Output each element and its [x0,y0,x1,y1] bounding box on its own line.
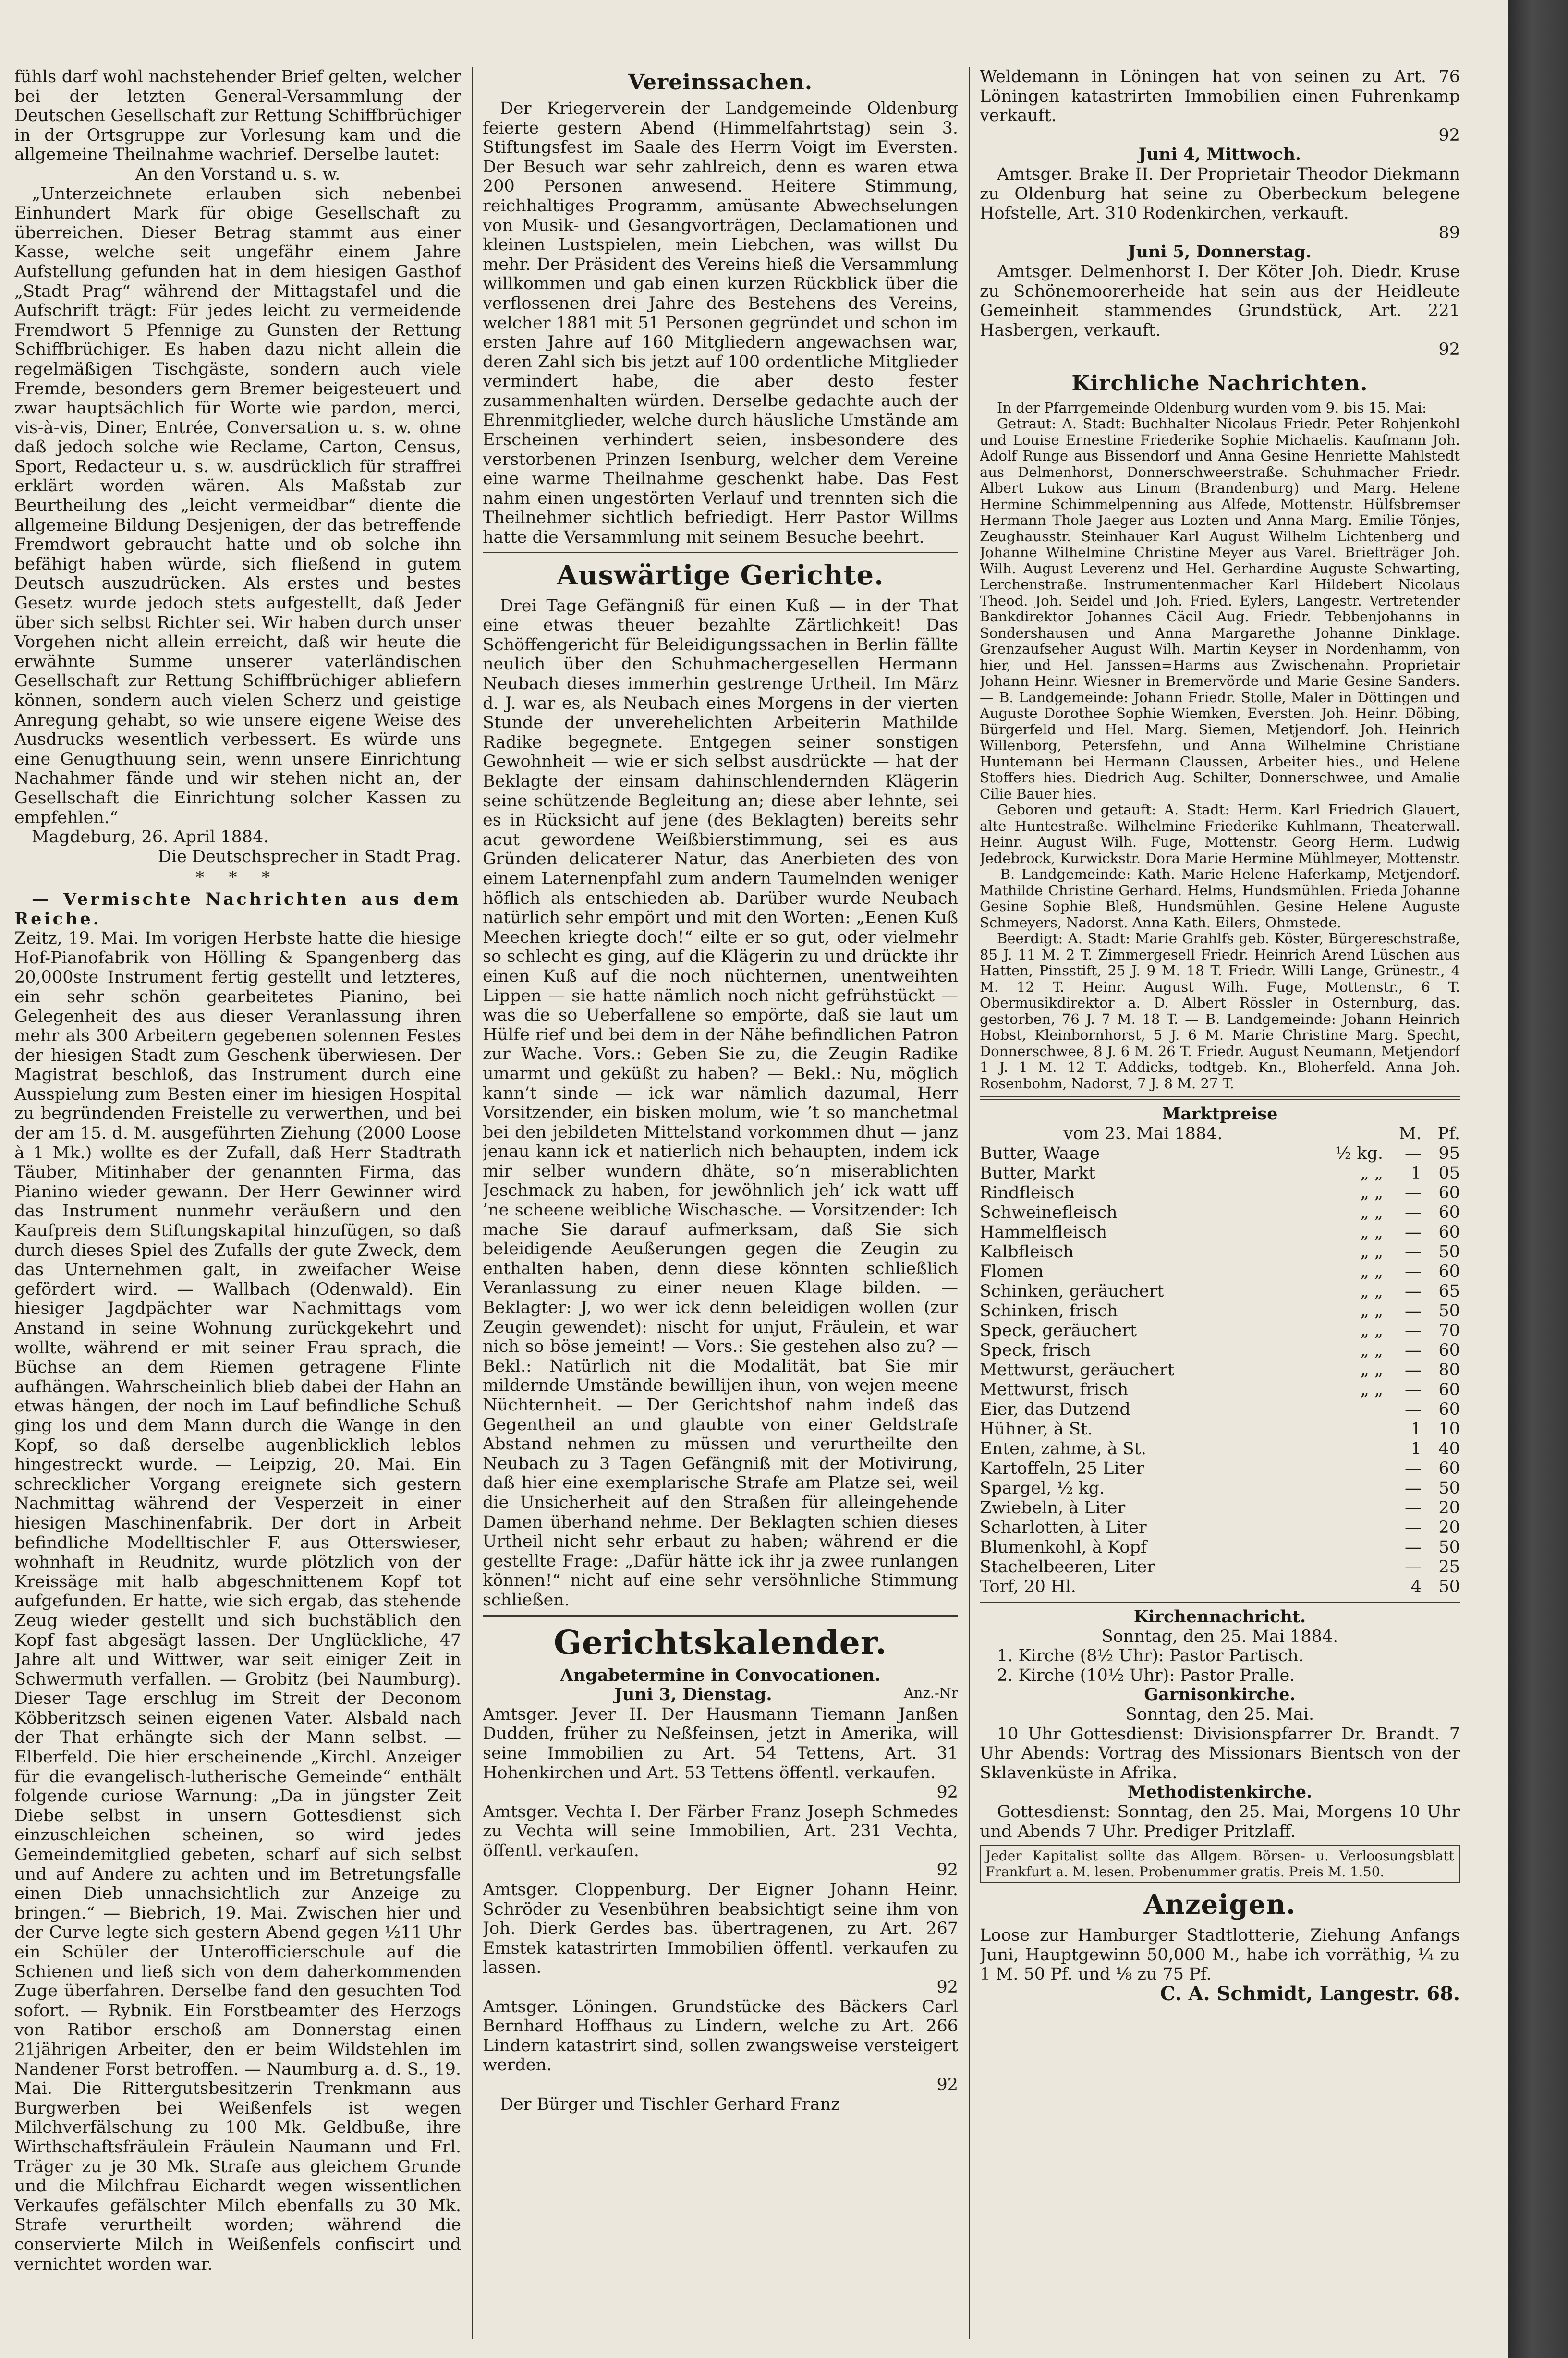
price-marks: — [1405,1400,1422,1419]
price-item: Flomen [980,1262,1044,1281]
auswaertige-gerichte-body: Drei Tage Gefängniß für einen Kuß — in der That eine etwas theuer bezahlte Zärtlichkeit! Das Schöffengericht für Beleidigungssachen in Berlin fällte neulich über den Schuhmachergesellen Hermann Neubach dieses immerhin gestrenge Urtheil. Im März d. J. war es, als Neubach eines Morgens in der vierten Stunde der unverehelichten Arbeiterin Mathilde Radike begegnete. Entgegen seiner sonstigen Gewohnheit — wie er sich selbst ausdrückte — hat der Beklagte der einsam dahinschlendernden Klägerin seine schützende Begleitung an; diese aber lehnte, sei es in Rücksicht auf jene (des Beklagten) bereits sehr acut gewordene Weißbierstimmung, sei es aus Gründen delicaterer Natur, das Anerbieten des von einem Laternenpfahl zum andern Taumelnden weniger höflich als entschieden ab. Darüber wurde Neubach natürlich sehr empört und mit den Worten: „Eenen Kuß Meechen kriegte doch!“ eilte er so gut, oder vielmehr so schlecht es ging, auf die Klägerin zu und drückte ihr einen Kuß auf die noch nüchternen, unentweihten Lippen — sie hatte nämlich noch nicht gefrühstückt — was die so Ueberfallene so empörte, daß sie laut um Hülfe rief und bei dem in der Nähe befindlichen Patron zur Wache. Vors.: Geben Sie zu, die Zeugin Radike umarmt und geküßt zu haben? — Bekl.: Nu, möglich kann’t sinde — ick war nämlich dazumal, Herr Vorsitzender, ein bisken molum, wie ’t so manchetmal bei den jebildeten Mittelstand vorkommen dhut — janz jenau kann ick et natierlich nich behaupten, indem ick mir selber wundern dhäte, so’n miserablichten Jeschmack zu haben, for jewöhnlich jeh’ ick watt uff ’ne scheene weibliche Wischasche. — Vorsitzender: Ich mache Sie darauf aufmerksam, daß Sie sich beleidigende Aeußerungen gegen die Zeugin zu enthalten haben, denn diese könnten schließlich Veranlassung zu einer neuen Klage bilden. — Beklagter: J, wo wer ick denn beleidigen wollen (zur Zeugin gewendet): nischt for unjut, Fräulein, et war nich so böse jemeint! — Vors.: Sie gestehen also zu? — Bekl.: Natürlich nit die Modalität, bat Sie mir mildernde Umstände bewillijen ihun, von wejen meene Nüchternheit. — Der Gerichtshof nahm indeß das Gegentheil an und glaubte von einer Geldstrafe Abstand nehmen zu müssen und verurtheilte den Neubach zu 3 Tagen Gefängniß mit der Motivirung, daß hier eine exemplarische Strafe am Platze sei, weil die Unsicherheit auf den Straßen für alleingehende Damen überhand nehme. Der Beklagten schien dieses Urtheil nicht sehr erbaut zu haben; während er die gestellte Frage: „Dafür hätte ick ihr ja zwee runlangen können!“ nicht auf eine sehr versöhnliche Stimmung schließen. [483,596,958,1610]
price-row [980,1400,1460,1420]
column-middle [483,67,958,2339]
price-row [980,1538,1460,1557]
price-item: Scharlotten, à Liter [980,1518,1147,1537]
price-marks: — [1405,1321,1422,1340]
price-row [980,1301,1460,1321]
price-row [980,1420,1460,1439]
column-right [980,67,1460,2339]
price-pfennig: 05 [1438,1164,1460,1183]
price-item: Stachelbeeren, Liter [980,1557,1155,1577]
court-entry: Amtsger. Jever II. Der Hausmann Tiemann Janßen Dudden, früher zu Neßfeinsen, jetzt in Amerika, will seine Immobilien zu Art. 54 Tettens, Art. 31 Hohenkirchen und Art. 53 Tettens öffentl. verkaufen. [483,1704,958,1783]
section-heading-marktpreise: Marktpreise [1162,1104,1278,1124]
price-pfennig: 50 [1438,1242,1460,1262]
price-item: Kartoffeln, 25 Liter [980,1459,1144,1478]
price-unit [1306,1479,1383,1498]
price-unit [1306,1557,1383,1577]
price-marks: — [1405,1459,1422,1478]
price-pfennig: 65 [1438,1282,1460,1301]
price-pfennig: 80 [1438,1361,1460,1380]
price-item: Schinken, frisch [980,1301,1118,1321]
price-row [980,1380,1460,1400]
price-row [980,1321,1460,1341]
price-item: Speck, frisch [980,1341,1091,1360]
price-pfennig: 40 [1438,1439,1460,1459]
price-row [980,1282,1460,1301]
price-unit: „ „ [1360,1361,1383,1380]
methodistenkirche-body: Gottesdienst: Sonntag, den 25. Mai, Morgens 10 Uhr und Abends 7 Uhr. Prediger Pritzlaff. [980,1802,1460,1841]
court-entry-number: 92 [1438,125,1460,145]
price-row [980,1164,1460,1183]
price-marks: — [1405,1361,1422,1380]
currency-m: M. [1399,1124,1422,1143]
price-item: Mettwurst, frisch [980,1380,1129,1399]
price-unit [1306,1439,1383,1459]
section-heading-garnisonkirche: Garnisonkirche. [1144,1685,1296,1705]
date-row [483,1685,958,1705]
price-item: Butter, Markt [980,1164,1095,1183]
price-pfennig: 60 [1438,1223,1460,1242]
price-pfennig: 10 [1438,1420,1460,1439]
church-burials: Beerdigt: A. Stadt: Marie Grahlfs geb. Köster, Bürgereschstraße, 85 J. 11 M. 2 T. Zimmergesell Friedr. Heinrich Arend Lüschen aus Hatten, Pinsstift, 25 J. 9 M. 18 T. Friedr. Willi Lange, Grünestr., 4 M. 12 T. Heinr. August Wilh. Fuge, Mottenstr., 6 T. Obermusikdirektor a. D. Albert Rössler in Osternburg, das. gestorben, 76 J. 7 M. 18 T. — B. Landgemeinde: Johann Heinrich Hobst, Kleinbornhorst, 5 J. 6 M. Marie Christine Marg. Specht, Donnerschwee, 8 J. 6 M. 26 T. Friedr. August Neumann, Metjendorf 1 J. 1 M. 12 T. Addicks, todtgeb. Kn., Bloherfeld. Anna Joh. Rosenbohm, Nadorst, 7 J. 8 M. 27 T. [980,930,1460,1092]
price-row [980,1242,1460,1262]
misc-news-body: Zeitz, 19. Mai. Im vorigen Herbste hatte die hiesige Hof-Pianofabrik von Hölling & Spangenberg das 20,000ste Instrument fertig gestellt und letzteres, ein sehr schön gearbeitetes Pianino, bei Gelegenheit des aus dieser Veranlassung ihren mehr als 300 Arbeitern gegebenen solennen Festes der hiesigen Stadt zum Geschenk überwiesen. Der Magistrat beschloß, das Instrument durch eine Ausspielung zum Besten einer im hiesigen Hospital zu begründenden Freistelle zu verwerthen, und bei der am 15. d. M. ausgeführten Ziehung (2000 Loose à 1 Mk.) wollte es der Zufall, daß Herr Stadtrath Täuber, Mitinhaber der genannten Firma, das Pianino wieder gewann. Der Herr Gewinner wird das Instrument nunmehr veräußern und den Kaufpreis dem Stiftungskapital hinzufügen, so daß durch dieses Spiel des Zufalls der gute Zweck, dem das Unternehmen galt, in zweifacher Weise gefördert wird. — Wallbach (Odenwald). Ein hiesiger Jagdpächter war Nachmittags vom Anstand in seine Wohnung zurückgekehrt und wollte, während er mit seiner Frau sprach, die Büchse an dem Riemen getragene Flinte aufhängen. Wahrscheinlich blieb dabei der Hahn an etwas hängen, der noch im Lauf befindliche Schuß ging los und dem Mann durch die Wange in den Kopf, so daß derselbe augenblicklich leblos hingestreckt wurde. — Leipzig, 20. Mai. Ein schrecklicher Vorgang ereignete sich gestern Nachmittag während der Vesperzeit in einer hiesigen Maschinenfabrik. Der dort in Arbeit befindliche Modelltischler F. aus Otterswieser, wohnhaft in Reudnitz, wurde plötzlich von der Kreissäge mit halb abgeschnittenem Kopf tot aufgefunden. Er hatte, wie sich ergab, das stehende Zeug wieder gestellt und sich buchstäblich den Kopf fast abgesägt lassen. Der Unglückliche, 47 Jahre alt und Wittwer, war seit einiger Zeit in Schwermuth verfallen. — Grobitz (bei Naumburg). Dieser Tage erschlug im Streit der Deconom Köbberitzsch seinen eigenen Vater. Alsbald nach der That erhängte sich der Mann selbst. — Elberfeld. Die hier erscheinende „Kirchl. Anzeiger für die evangelisch-lutherische Gemeinde“ enthält folgende curiose Warnung: „Da in jüngster Zeit Diebe selbst in unsern Gottesdienst sich einzuschleichen scheinen, so wird jedes Gemeindemitglied gebeten, scharf auf sich selbst und auf Andere zu achten und im Betretungsfalle einen Dieb unnachsichtlich zur Anzeige zu bringen.“ — Biebrich, 19. Mai. Zwischen hier und der Curve legte sich gestern Abend gegen ½11 Uhr ein Schüler der Unterofficierschule auf die Schienen und ließ sich von dem daherkommenden Zuge überfahren. Derselbe fand den gesuchten Tod sofort. — Rybnik. Ein Forstbeamter des Herzogs von Ratibor erschoß am Donnerstag einen 21jährigen Arbeiter, den er beim Wildstehlen im Nandener Forst betroffen. — Naumburg a. d. S., 19. Mai. Die Rittergutsbesitzerin Trenkmann aus Burgwerben bei Weißenfels ist wegen Milchverfälschung zu 100 Mk. Geldbuße, ihre Wirthschaftsfräulein Fräulein Naumann und Frl. Träger zu je 30 Mk. Strafe aus gleichem Grunde und die Milchfrau Eichardt wegen wissentlichen Verkaufes gefälschter Milch ebenfalls zu 30 Mk. Strafe verurtheilt worden; während die conservierte Milch in Weißenfels confiscirt und vernichtet worden war. [14,929,461,2274]
advertisement-signature: C. A. Schmidt, Langestr. 68. [1160,1982,1460,2005]
price-marks: — [1405,1341,1422,1360]
price-item: Hühner, à St. [980,1420,1093,1439]
section-heading-anzeigen: Anzeigen. [1143,1889,1296,1921]
price-unit: „ „ [1360,1164,1383,1183]
price-marks: — [1405,1242,1422,1262]
price-unit: „ „ [1360,1242,1383,1262]
price-row [980,1557,1460,1577]
price-pfennig: 50 [1438,1577,1460,1596]
price-unit: ½ kg. [1335,1144,1383,1163]
date-heading: Juni 4, Mittwoch. [1138,145,1301,165]
column-rule-2 [969,67,970,2339]
price-row [980,1577,1460,1597]
price-item: Kalbfleisch [980,1242,1074,1262]
court-entry-continuation: Weldemann in Löningen hat von seinen zu Art. 76 Löningen katastrirten Immobilien einen Fuhrenkamp verkauft. [980,67,1460,126]
price-item: Speck, geräuchert [980,1321,1137,1340]
price-marks: — [1405,1538,1422,1557]
price-unit: „ „ [1360,1223,1383,1242]
price-pfennig: 60 [1438,1400,1460,1419]
price-marks: — [1405,1223,1422,1242]
price-pfennig: 20 [1438,1518,1460,1537]
price-item: Schweinefleisch [980,1203,1118,1222]
price-pfennig: 95 [1438,1144,1460,1163]
price-row [980,1183,1460,1203]
currency-pf: Pf. [1437,1124,1460,1143]
price-item: Eier, das Dutzend [980,1400,1130,1419]
market-date: vom 23. Mai 1884. [1063,1124,1223,1143]
price-marks: — [1405,1282,1422,1301]
column-left [14,67,461,2339]
price-pfennig: 60 [1438,1341,1460,1360]
price-item: Hammelfleisch [980,1223,1107,1242]
price-marks: — [1405,1518,1422,1537]
price-item: Schinken, geräuchert [980,1282,1164,1301]
price-pfennig: 60 [1438,1203,1460,1222]
price-item: Butter, Waage [980,1144,1100,1163]
court-entry-number: 89 [1438,223,1460,243]
court-entry: Amtsger. Löningen. Grundstücke des Bäckers Carl Bernhard Hoffhaus zu Lindern, welche zu Art. 266 Lindern katastrirt sind, sollen zwangsweise versteigert werden. [483,1997,958,2075]
letter-place-date: Magdeburg, 26. April 1884. [32,827,269,847]
price-marks: — [1405,1301,1422,1321]
price-row [980,1498,1460,1518]
price-unit [1306,1538,1383,1557]
letter-signature: Die Deutschsprecher in Stadt Prag. [158,847,461,866]
section-heading-kirchennachricht: Kirchennachricht. [1133,1607,1306,1627]
section-heading-methodistenkirche: Methodistenkirche. [1127,1782,1313,1802]
section-heading-vereinssachen: Vereinssachen. [628,70,813,95]
price-pfennig: 50 [1438,1479,1460,1498]
price-pfennig: 25 [1438,1557,1460,1577]
price-marks: — [1405,1203,1422,1222]
price-unit: „ „ [1360,1380,1383,1399]
price-unit: „ „ [1360,1282,1383,1301]
kirchennachricht-date: Sonntag, den 25. Mai 1884. [1101,1627,1338,1646]
price-row [980,1223,1460,1242]
price-unit [1306,1459,1383,1479]
court-entry: Amtsger. Vechta I. Der Färber Franz Joseph Schmedes zu Vechta will seine Immobilien, Art. 231 Vechta, öffentl. verkaufen. [483,1802,958,1860]
court-entry-number: 92 [1438,340,1460,360]
letter-body: „Unterzeichnete erlauben sich nebenbei Einhundert Mark für obige Gesellschaft zu überreichen. Dieser Betrag stammt aus einer Kasse, welche seit ungefähr einem Jahre Aufstellung gefunden hat in dem hiesigen Gasthof „Stadt Prag“ während der Mittagstafel und die Aufschrift trägt: Für jedes leicht zu vermeidende Fremdwort 5 Pfennige zu Gunsten der Rettung Schiffbrüchiger. Es haben dazu nicht allein die regelmäßigen Tischgäste, sondern auch viele Fremde, besonders gern Bremer beigesteuert und zwar hauptsächlich für Worte wie pardon, merci, vis-à-vis, Diner, Entrée, Conversation u. s. w. ohne daß jedoch solche wie Reclame, Carton, Census, Sport, Redacteur u. s. w. ausdrücklich für straffrei erklärt worden wären. Als Maßstab zur Beurtheilung des „leicht vermeidbar“ diente die allgemeine Bildung Desjenigen, der das betreffende Fremdwort gebraucht hatte und ob solche ihn befähigt haben würde, sich fließend in gutem Deutsch auszudrücken. Als erstes und bestes Gesetz wurde jedoch stets aufgestellt, daß Jeder über sich selbst Richter sei. Wir haben durch unser Vorgehen nicht allein erreicht, daß wir heute die erwähnte Summe unserer vaterländischen Gesellschaft zur Rettung Schiffbrüchiger abliefern können, sondern auch vielen Scherz und geistige Anregung gehabt, so wie unsere eigene Weise des Ausdrucks wesentlich verbessert. Es würde uns eine Genugthuung sein, wenn unsere Einrichtung Nachahmer fände und wir stehen nicht an, der Gesellschaft die Einrichtung solcher Kassen zu empfehlen.“ [14,184,461,827]
price-pfennig: 50 [1438,1301,1460,1321]
price-pfennig: 70 [1438,1321,1460,1340]
price-row [980,1439,1460,1459]
price-marks: — [1405,1557,1422,1577]
vereinssachen-body: Der Kriegerverein der Landgemeinde Oldenburg feierte gestern Abend (Himmelfahrtstag) sein 3. Stiftungsfest im Saale des Herrn Voigt im Eversten. Der Besuch war sehr zahlreich, denn es waren etwa 200 Personen anwesend. Heitere Stimmung, reichhaltiges Programm, amüsante Abwechselungen von Musik- und Gesangvorträgen, Declamationen und kleinen Lustspielen, mein Liebchen, was willst Du mehr. Der Präsident des Vereins hieß die Versammlung willkommen und gab einen kurzen Rückblick über die verflossenen drei Jahre des Bestehens des Vereins, welcher 1881 mit 51 Personen gegründet und schon im ersten Jahre auf 160 Mitgliedern angewachsen war, deren Zahl sich bis jetzt auf 100 ordentliche Mitglieder vermindert habe, die aber desto fester zusammenhalten würden. Derselbe gedachte auch der Ehrenmitglieder, welche durch häusliche Umstände am Erscheinen verhindert seien, insbesondere des verstorbenen Prinzen Isenburg, welcher dem Vereine eine warme Theilnahme geschenkt habe. Das Fest nahm einen ungestörten Verlauf und trennten sich die Theilnehmer sichtlich befriedigt. Herr Pastor Willms hatte die Versammlung mit seinem Besuche beehrt. [483,99,958,547]
court-entry-number: 92 [936,1978,958,1997]
price-row [980,1361,1460,1380]
price-row [980,1459,1460,1479]
court-entry: Amtsger. Delmenhorst I. Der Köter Joh. Diedr. Kruse zu Schönemoorerheide hat sein aus der Heidleute Gemeinheit stammendes Grundstück, Art. 221 Hasbergen, verkauft. [980,262,1460,340]
price-marks: 1 [1410,1164,1422,1183]
section-heading-auswaertige-gerichte: Auswärtige Gerichte. [557,559,884,591]
letter-intro: fühls darf wohl nachstehender Brief gelten, welcher bei der letzten General-Versammlung der Deutschen Gesellschaft zur Rettung Schiffbrüchiger in der Ortsgruppe zur Vorlesung kam und die allgemeine Theilnahme wachrief. Derselbe lautet: [14,67,461,165]
price-unit [1306,1577,1383,1597]
church-marriages: Getraut: A. Stadt: Buchhalter Nicolaus Friedr. Peter Rohjenkohl und Louise Ernestine Friederike Sophie Michaelis. Kaufmann Joh. Adolf Runge aus Bissendorf und Anna Gesine Henriette Mahlstedt aus Delmenhorst, Donnerschweerstraße. Schuhmacher Friedr. Albert Lukow aus Linum (Brandenburg) und Marg. Helene Hermine Schimmelpenning aus Alfede, Mottenstr. Hülfsbremser Hermann Thole Jaeger aus Lozten und Anna Marg. Emilie Tönjes, Zeughausstr. Steinhauer Karl August Wilhelm Lichtenberg und Johanne Wilhelmine Christine Meyer aus Varel. Briefträger Joh. Wilh. August Leverenz und Hel. Gerhardine Auguste Schwarting, Lerchenstraße. Instrumentenmacher Karl Hildebert Nicolaus Theod. Joh. Seidel und Joh. Fried. Eylers, Langestr. Vertretender Bankdirektor Johannes Cäcil Aug. Friedr. Tebbenjohanns in Sondershausen und Anna Margarethe Johanne Dinklage. Grenzaufseher August Wilh. Martin Keyser in Nordenhamm, von hier, und Hel. Janssen=Harms aus Zwischenahn. Proprietair Johann Heinr. Wiesner in Bremervörde und Marie Gesine Sanders. — B. Landgemeinde: Johann Friedr. Stolle, Maler in Döttingen und Auguste Dorothee Sophie Wiemken, Eversten. Joh. Heinr. Döbing, Bürgerfeld und Hel. Marg. Siemen, Metjendorf. Joh. Heinrich Willenborg, Petersfehn, und Anna Wilhelmine Christiane Huntemann bei Hermann Claussen, Arbeiter hies., und Helene Stoffers hies. Diedrich Aug. Schilter, Donnerschwee, und Amalie Cilie Bauer hies. [980,415,1460,802]
column-label-anz-nr: Anz.-Nr [903,1685,958,1702]
price-marks: — [1405,1262,1422,1281]
price-pfennig: 60 [1438,1380,1460,1399]
court-entry: Amtsger. Cloppenburg. Der Eigner Johann Heinr. Schröder zu Vesenbühren beabsichtigt seine ihm von Joh. Dierk Gerdes bas. übertragenen, zu Art. 267 Emstek katastrirten Immobilien öffentl. verkaufen zu lassen. [483,1880,958,1978]
price-marks: — [1405,1183,1422,1203]
divider [483,1615,958,1617]
price-item: Blumenkohl, à Kopf [980,1538,1147,1557]
price-item: Torf, 20 Hl. [980,1577,1076,1596]
price-marks: — [1405,1144,1422,1163]
price-pfennig: 60 [1438,1183,1460,1203]
price-unit [1306,1498,1383,1518]
price-unit [1306,1400,1383,1420]
price-marks: — [1405,1479,1422,1498]
divider [483,552,958,553]
date-heading: Juni 3, Dienstag. [614,1685,772,1705]
letter-salutation: An den Vorstand u. s. w. [135,164,340,184]
court-entry: Amtsger. Brake II. Der Proprietair Theodor Diekmann zu Oldenburg hat seine zu Oberbeckum belegene Hofstelle, Art. 310 Rodenkirchen, verkauft. [980,164,1460,223]
garnisonkirche-body: 10 Uhr Gottesdienst: Divisionspfarrer Dr. Brandt. 7 Uhr Abends: Vortrag des Missionars Bientsch von der Sklavenküste in Afrika. [980,1724,1460,1783]
price-unit: „ „ [1360,1262,1383,1281]
market-prices-table [980,1124,1460,1597]
page-edge-shadow [1508,0,1568,2358]
advertisement-body: Loose zur Hamburger Stadtlotterie, Ziehung Anfangs Juni, Hauptgewinn 50,000 M., habe ich vorräthig, ¼ zu 1 M. 50 Pf. und ⅛ zu 75 Pf. [980,1926,1460,1984]
price-marks: 1 [1410,1439,1422,1459]
price-pfennig: 50 [1438,1538,1460,1557]
service-entry: 1. Kirche (8½ Uhr): Pastor Partisch. [997,1646,1304,1666]
price-unit: „ „ [1360,1301,1383,1321]
price-item: Mettwurst, geräuchert [980,1361,1175,1380]
price-row [980,1144,1460,1164]
price-item: Zwiebeln, à Liter [980,1498,1126,1518]
column-rule-1 [472,67,473,2339]
gerichtskalender-subheading: Angabetermine in Convocationen. [560,1665,881,1685]
boxed-notice: Jeder Kapitalist sollte das Allgem. Börsen- u. Verloosungsblatt Frankfurt a. M. lesen. Probenummer gratis. Preis M. 1.50. [980,1845,1460,1883]
church-births: Geboren und getauft: A. Stadt: Herm. Karl Friedrich Glauert, alte Huntestraße. Wilhelmine Friederike Kuhlmann, Theaterwall. Heinr. August Wilh. Fuge, Mottenstr. Georg Herm. Ludwig Jedebrock, Kurwickstr. Dora Marie Hermine Mühlmeyer, Mottenstr. — B. Landgemeinde: Kath. Marie Helene Haferkamp, Metjendorf. Mathilde Christine Gerhard. Helms, Hundsmühlen. Frieda Johanne Gesine Sophie Bleß, Hundsmühlen. Gesine Helene Auguste Schmeyers, Nadorst. Anna Kath. Eilers, Ohmstede. [980,802,1460,931]
price-unit [1306,1518,1383,1538]
section-heading-gerichtskalender: Gerichtskalender. [553,1623,887,1662]
price-pfennig: 60 [1438,1459,1460,1478]
price-unit: „ „ [1360,1341,1383,1360]
price-row [980,1479,1460,1498]
market-prices-header [980,1124,1460,1144]
divider [980,1602,1460,1603]
price-item: Rindfleisch [980,1183,1075,1203]
price-item: Enten, zahme, à St. [980,1439,1146,1459]
price-row [980,1262,1460,1282]
price-unit [1306,1420,1383,1439]
price-row [980,1341,1460,1361]
price-marks: — [1405,1498,1422,1518]
price-marks: — [1405,1380,1422,1399]
court-entry-number: 92 [936,2075,958,2094]
service-entry: 2. Kirche (10½ Uhr): Pastor Pralle. [997,1665,1295,1685]
separator-stars: * * * [195,868,280,888]
court-entry-number: 92 [936,1783,958,1802]
price-marks: 1 [1410,1420,1422,1439]
price-marks: 4 [1410,1577,1422,1596]
church-intro: In der Pfarrgemeinde Oldenburg wurden vom 9. bis 15. Mai: [997,399,1427,416]
price-unit: „ „ [1360,1183,1383,1203]
price-unit: „ „ [1360,1203,1383,1222]
price-item: Spargel, ½ kg. [980,1479,1105,1498]
price-pfennig: 60 [1438,1262,1460,1281]
section-heading-kirchliche-nachrichten: Kirchliche Nachrichten. [1071,371,1368,396]
court-entry-number: 92 [936,1860,958,1880]
divider [980,1096,1460,1100]
court-entry-continued: Der Bürger und Tischler Gerhard Franz [500,2094,840,2114]
price-row [980,1518,1460,1538]
garnisonkirche-date: Sonntag, den 25. Mai. [1125,1704,1314,1724]
misc-news-heading: — Vermischte Nachrichten aus dem Reiche. [14,889,461,929]
price-pfennig: 20 [1438,1498,1460,1518]
date-heading: Juni 5, Donnerstag. [1128,242,1312,262]
price-row [980,1203,1460,1223]
price-unit: „ „ [1360,1321,1383,1340]
